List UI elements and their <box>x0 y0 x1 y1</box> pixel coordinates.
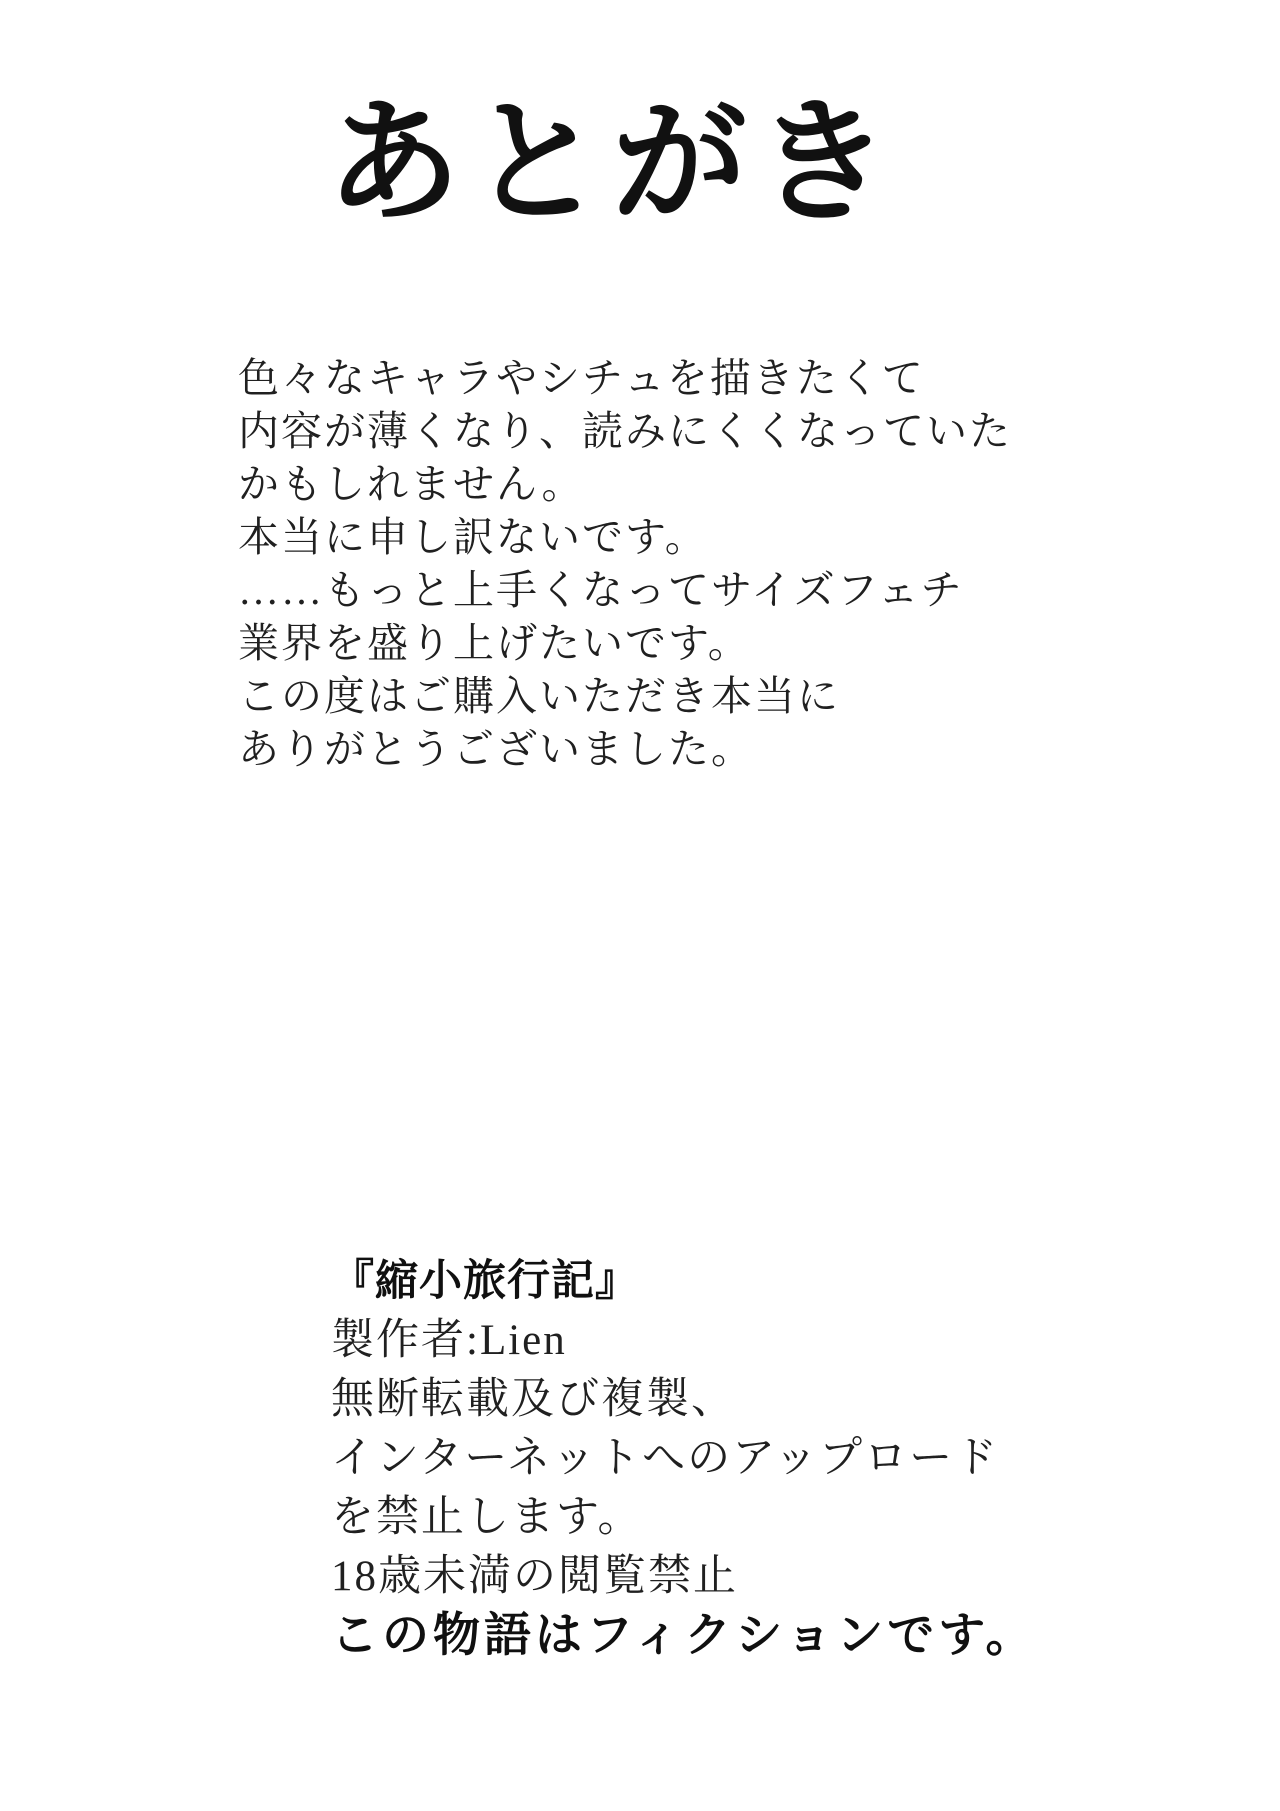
afterword-line: 内容が薄くなり、読みにくくなっていた <box>238 408 1012 454</box>
colophon-line: 無断転載及び複製、 <box>331 1376 736 1423</box>
book-title: 『縮小旅行記』 <box>331 1256 639 1306</box>
colophon-block <box>331 1252 1037 1665</box>
afterword-line: ありがとうございました。 <box>238 726 754 772</box>
colophon-line: 18歳未満の閲覧禁止 <box>331 1553 738 1600</box>
page-title: あとがき <box>326 84 898 241</box>
colophon-line: インターネットへのアップロード <box>331 1435 1000 1482</box>
author-line: 製作者:Lien <box>331 1317 567 1364</box>
fiction-notice: この物語はフィクションです。 <box>331 1608 1037 1663</box>
afterword-paragraph <box>238 352 1012 776</box>
afterword-line: この度はご購入いただき本当に <box>238 673 840 719</box>
afterword-line: かもしれません。 <box>238 461 585 507</box>
afterword-line: 色々なキャラやシチュを描きたくて <box>238 355 925 401</box>
afterword-line: 本当に申し訳ないです。 <box>238 514 708 560</box>
afterword-line: 業界を盛り上げたいです。 <box>238 620 751 666</box>
colophon-line: を禁止します。 <box>331 1494 643 1541</box>
afterword-line: ……もっと上手くなってサイズフェチ <box>238 567 964 613</box>
